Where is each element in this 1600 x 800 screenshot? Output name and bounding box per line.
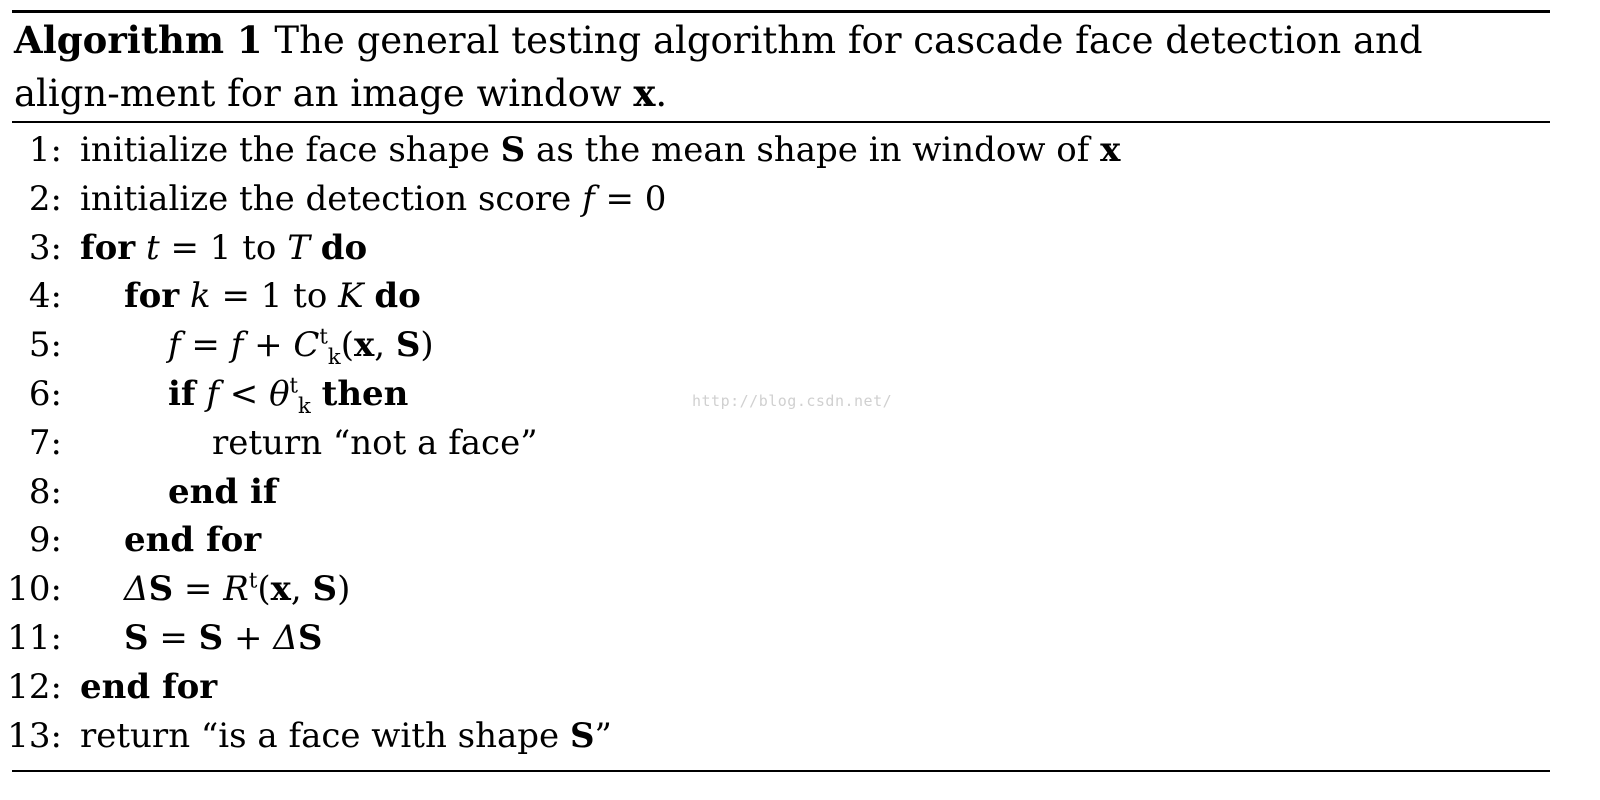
math-symbol: f	[168, 325, 181, 366]
text: <	[218, 374, 270, 414]
keyword: for	[124, 276, 180, 317]
algorithm-line	[0, 224, 1550, 272]
algorithm-line	[0, 321, 1550, 369]
line-content	[168, 321, 434, 369]
line-number: 7:	[28, 422, 62, 463]
algorithm-line	[0, 516, 1550, 564]
text	[310, 228, 321, 268]
algorithm-line	[0, 272, 1550, 320]
math-symbol: f	[206, 374, 219, 414]
text: = 1 to	[210, 276, 339, 317]
script-symbol: R	[223, 569, 249, 610]
line-number: 9:	[28, 520, 62, 561]
algorithm-line	[0, 126, 1550, 174]
text	[179, 276, 190, 316]
text: ”	[594, 715, 612, 756]
line-content	[80, 175, 666, 223]
line-content	[80, 126, 1120, 174]
caption-var: x	[633, 71, 656, 115]
math-symbol: Δ	[124, 569, 149, 610]
algorithm-caption	[14, 14, 1534, 120]
script-symbol: C	[293, 325, 320, 366]
line-content	[168, 468, 278, 516]
line-content	[124, 516, 261, 564]
math-symbol: K	[338, 276, 364, 317]
bold-symbol: x	[1100, 130, 1121, 170]
text: +	[223, 618, 274, 658]
watermark: http://blog.csdn.net/	[692, 392, 893, 410]
algorithm-line	[0, 614, 1550, 662]
text	[311, 374, 322, 414]
bold-symbol: S	[297, 618, 323, 658]
line-number: 1:	[28, 130, 62, 170]
bold-symbol: S	[312, 569, 338, 610]
line-content	[124, 614, 322, 662]
keyword: do	[320, 227, 368, 268]
text	[364, 276, 375, 316]
text: initialize the face shape	[80, 130, 501, 170]
text: ,	[290, 569, 313, 610]
keyword: end if	[168, 471, 278, 512]
keyword: for	[80, 227, 136, 268]
keyword: do	[374, 276, 421, 317]
math-symbol: k	[190, 276, 211, 317]
text: ,	[374, 325, 396, 366]
line-content	[80, 712, 612, 760]
bold-symbol: S	[198, 618, 224, 658]
line-number: 12:	[7, 666, 62, 707]
text	[196, 374, 207, 414]
text: =	[180, 325, 231, 366]
text: (	[340, 325, 354, 366]
keyword: end for	[124, 520, 262, 561]
superscript: t	[319, 323, 328, 349]
algorithm-line	[0, 663, 1550, 711]
text: as the mean shape in window of	[525, 130, 1101, 170]
line-number: 4:	[28, 276, 62, 317]
text: initialize the detection score	[80, 178, 583, 219]
math-symbol: f	[582, 178, 595, 219]
bold-symbol: x	[353, 325, 375, 366]
caption-period: .	[655, 72, 668, 115]
algorithm-label: Algorithm 1	[14, 18, 263, 62]
text: +	[243, 325, 294, 366]
algorithm-line	[0, 175, 1550, 223]
bold-symbol: S	[500, 130, 526, 170]
text: = 0	[594, 178, 667, 219]
caption-text: The general testing algorithm for cascade face detection and align-ment for an image window	[14, 19, 1423, 115]
superscript: t	[289, 372, 299, 398]
bold-symbol: S	[124, 618, 149, 658]
line-content	[124, 272, 421, 320]
line-content	[124, 565, 350, 613]
bottom-rule	[12, 770, 1550, 772]
subscript: k	[327, 343, 341, 369]
line-number: 2:	[28, 178, 62, 219]
math-symbol: Δ	[273, 618, 298, 658]
subscript: k	[298, 392, 311, 418]
text: )	[337, 569, 351, 610]
text: =	[173, 569, 224, 610]
math-symbol: t	[146, 227, 160, 268]
text: (	[257, 569, 271, 610]
keyword: end for	[80, 666, 218, 707]
top-rule	[12, 10, 1550, 13]
superscript: t	[248, 567, 258, 593]
line-number: 10:	[7, 569, 62, 610]
bold-symbol: x	[270, 569, 291, 610]
algorithm-line	[0, 468, 1550, 516]
line-number: 5:	[28, 325, 62, 366]
math-symbol: θ	[269, 374, 290, 414]
bold-symbol: S	[569, 715, 595, 756]
line-content	[80, 224, 367, 272]
algorithm-line	[0, 565, 1550, 613]
text: = 1 to	[159, 227, 288, 268]
line-number: 13:	[7, 715, 62, 756]
math-symbol: f	[230, 325, 244, 366]
caption-rule	[12, 121, 1550, 123]
line-number: 8:	[28, 471, 62, 512]
text	[135, 228, 146, 268]
line-number: 3:	[28, 227, 62, 268]
text: return “not a face”	[212, 422, 538, 463]
keyword: then	[321, 374, 409, 414]
algorithm-line	[0, 712, 1550, 760]
text: =	[148, 618, 199, 658]
line-content	[212, 419, 538, 467]
text: )	[420, 325, 434, 366]
line-number: 11:	[7, 618, 62, 658]
math-symbol: T	[287, 227, 310, 268]
keyword: if	[168, 374, 196, 414]
line-number: 6:	[28, 374, 62, 414]
algorithm-line	[0, 419, 1550, 467]
line-content	[80, 663, 217, 711]
line-content	[168, 370, 408, 418]
text: return “is a face with shape	[80, 715, 570, 756]
bold-symbol: S	[395, 325, 421, 366]
bold-symbol: S	[148, 569, 174, 610]
